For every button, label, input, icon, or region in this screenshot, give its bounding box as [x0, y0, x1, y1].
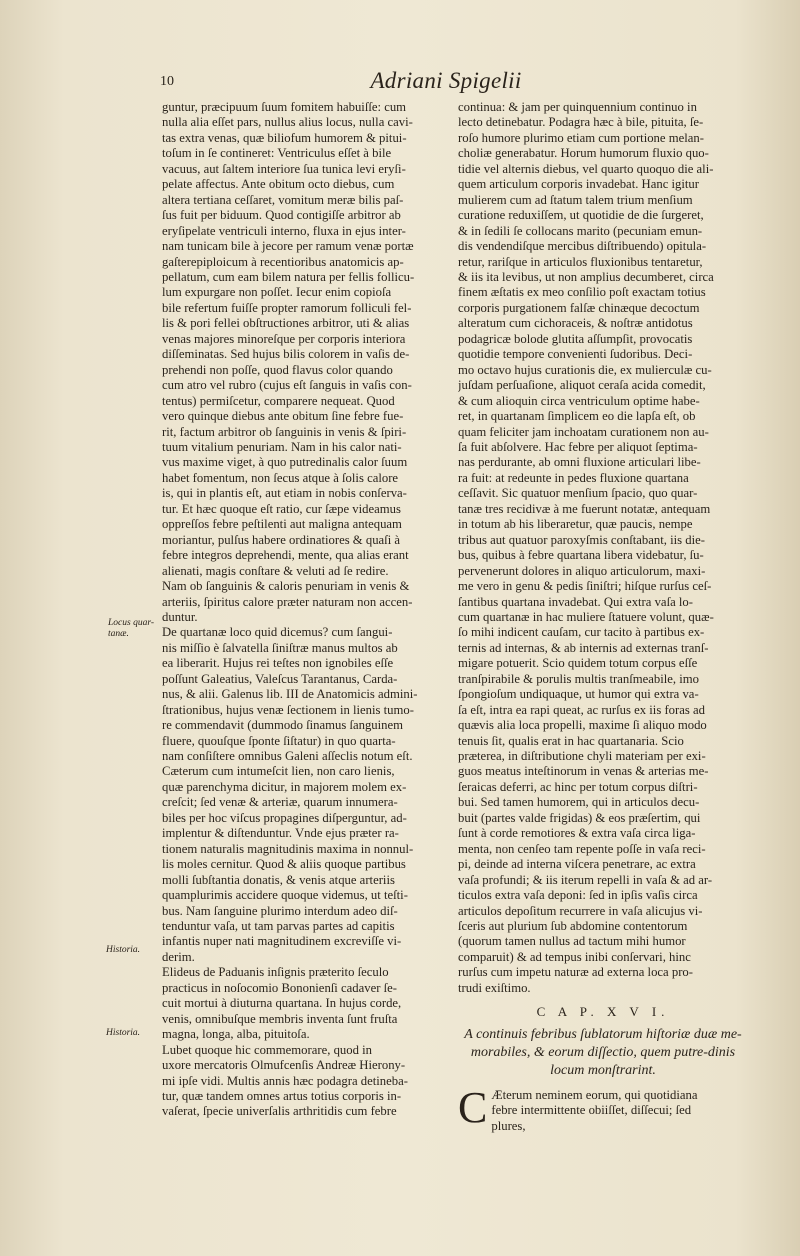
left-line: magna, longa, alba, pituitoſa.	[162, 1027, 310, 1042]
right-line: ceſſavit. Sic quatuor menſium ſpacio, quo quar-	[458, 486, 698, 501]
left-line: prehendi non poſſe, quod flavus color quando	[162, 362, 393, 377]
left-line: poſſunt Galeatius, Valeſcus Tarantanus, Carda-	[162, 671, 398, 686]
right-line: choliæ generabatur. Horum humorum fluxio quo-	[458, 146, 709, 161]
chapter-line: febre intermittente obiiſſet, diſſecui; ſed	[491, 1103, 692, 1118]
left-line: vero quinque diebus ante obitum ſine febre fue-	[162, 409, 404, 424]
left-line: lum expurgare non poſſet. Iecur enim copioſa	[162, 285, 392, 300]
right-line: corporis purgationem falſæ chinæque decoctum	[458, 300, 700, 315]
right-line: mulierem cum ad ſtatum talem trium menſium	[458, 192, 693, 207]
margin-note-historia-1: Historia.	[106, 945, 141, 955]
chapter-line: plures,	[491, 1118, 526, 1133]
left-line: creſcit; ſed venæ & arteriæ, quarum innumera-	[162, 795, 398, 810]
right-line: & iis ita levibus, ut non amplius decumberet, circa	[458, 269, 714, 284]
left-line: tur, quæ tandem omnes artus totius corporis in-	[162, 1089, 402, 1103]
right-line: ſo mihi indicent cauſam, cur tacito à partibus ex-	[458, 625, 705, 640]
left-line: vus maxime viget, à quo putredinalis calor ſuum	[162, 455, 408, 470]
left-line: vacuus, aut ſaltem interiore ſua tunica levi eryſi-	[162, 161, 406, 176]
right-line: alteratum cum cichoraceis, & noſtræ antidotus	[458, 316, 693, 331]
left-line: uxore mercatoris Olmufcenſis Andreæ Hierony-	[162, 1058, 406, 1073]
right-line: nas perdurante, ab omni fluxione articulari libe-	[458, 455, 701, 470]
right-line: bui. Sed tamen humorem, qui in articulos decu-	[458, 795, 700, 810]
running-title: Adriani Spigelii	[370, 68, 522, 93]
right-line: pi, deinde ad interna viſcera penetrare, ac extra	[458, 857, 696, 872]
left-line: infantis nuper nati magnitudinem excreviſſe vi-	[162, 934, 402, 949]
left-line: bus. Nam ſanguine plurimo interdum adeo diſ-	[162, 903, 398, 918]
left-line: tenduntur vaſa, ut tam parvas partes ad capitis	[162, 919, 395, 934]
left-line: arteriis, ſpiritus calore præter naturam non accen-	[162, 594, 413, 609]
page-number: 10	[160, 74, 174, 89]
left-line: ea liberarit. Hujus rei teſtes non ignobiles eſſe	[162, 656, 394, 671]
left-line: biles per hoc viſcus propagines diſperguntur, ad-	[162, 810, 407, 825]
right-line: juſdam perſuaſione, aliquot ceraſa acida comedit,	[458, 378, 706, 393]
left-line: mi ipſe vidi. Multis annis hæc podagra detineba-	[162, 1073, 408, 1088]
right-line: cum quartanæ in hac muliere ſtatuere volunt, quæ-	[458, 609, 714, 624]
right-line: tanæ tres recidivæ à me fuerunt notatæ, antequam	[458, 501, 711, 516]
margin-note-locus: Locus quar-tanæ.	[108, 618, 154, 639]
left-line: ſus fuit per biduum. Quod contigiſſe arbitror ab	[162, 208, 401, 223]
chapter-body-lines	[458, 1082, 748, 1134]
right-line: quotidie tempore convenienti ſudoribus. Deci-	[458, 347, 693, 362]
right-line: ticulos extra vaſa deponi: ſed in ipſis vaſis circa	[458, 888, 698, 903]
right-line: curatione reduxiſſem, ut quotidie de die ſurgeret,	[458, 208, 704, 223]
left-line: febre integros deprehendi, mente, qua alias erant	[162, 548, 409, 563]
left-line: De quartanæ loco quid dicemus? cum ſangui-	[162, 625, 393, 640]
right-line: menta, non cenſeo tam repente poſſe in vaſa reci-	[458, 841, 706, 856]
left-line: tur. Et hæc quoque eſt ratio, cur ſæpe videamus	[162, 501, 401, 516]
left-line: rit, factum arbitror ob ſanguinis in venis & ſpiri-	[162, 424, 407, 439]
left-line: Lubet quoque hic commemorare, quod in	[162, 1042, 372, 1057]
left-line: diſſeminatas. Sed hujus bilis colorem in vaſis de-	[162, 347, 410, 362]
right-line: continua: & jam per quinquennium continuo in	[458, 100, 697, 114]
left-line: toſum in ſe contineret: Ventriculus eſſet à bile	[162, 146, 392, 161]
left-line: tentus) permiſcetur, comparere nequeat. Quod	[162, 393, 395, 408]
left-line: nam tunicam bile à jecore per ramum venæ portæ	[162, 239, 414, 254]
chapter-title: A continuis febribus ſublatorum hiſtoriæ duæ me-morabiles, & eorum diſſectio, quem putre-dinis locum monſtrarint.	[464, 1026, 742, 1078]
left-line: implentur & diſtenduntur. Vnde ejus præter ra-	[162, 826, 399, 841]
right-line: tranſpirabile & porulis multis tranſmeabile, imo	[458, 671, 700, 686]
right-line: finem æſtatis ex meo conſilio poſt exactam totius	[458, 285, 706, 300]
right-line: ſpongioſum undiquaque, ut humor qui extra va-	[458, 687, 699, 702]
right-line: ſa eſt, intra ea rapi queat, ac rurſus ex iis foras ad	[458, 702, 705, 717]
chapter-heading: C A P. X V I.	[536, 1004, 670, 1020]
drop-capital: C	[458, 1082, 488, 1132]
right-line: vaſa profundi; & iis iterum repelli in vaſa & ad ar-	[458, 872, 713, 887]
left-line: quæ parenchyma dicitur, in majorem molem ex-	[162, 779, 407, 794]
right-line: (quorum tamen nullus ad tactum mihi humor	[458, 934, 686, 949]
right-line: lecto detinebatur. Podagra hæc à bile, pituita, ſe-	[458, 115, 704, 130]
left-line: re commendavit (dummodo ſinamus ſanguinem	[162, 718, 404, 733]
right-line: tenuis ſit, qualis erat in hac quartanaria. Scio	[458, 733, 684, 748]
left-line: ſtrationibus, hujus venæ ſectionem in lienis tumo-	[162, 702, 414, 717]
left-line: cum atro vel rubro (cujus eſt ſanguis in vaſis con-	[162, 378, 412, 393]
left-line: pellatum, cum eam bilem natura per fellis follicu-	[162, 269, 415, 284]
left-line: tas extra venas, quæ biliofum humorem & pitui-	[162, 130, 407, 145]
left-line: Cæterum cum intumeſcit lien, non caro lienis,	[162, 764, 395, 779]
right-line: quævis alia loca propelli, maxime ſi aliquo modo	[458, 718, 707, 733]
left-line: venas majores minoreſque per corporis interiora	[162, 331, 406, 346]
left-line: Nam ob ſanguinis & caloris penuriam in venis &	[162, 579, 410, 594]
left-line: tionem naturalis magnitudinis maxima in nonnul-	[162, 841, 414, 856]
right-line: mo octavo hujus curationis die, ex mulierculæ cu-	[458, 362, 712, 377]
right-line: ſa fuit abſolvere. Hac febre per aliquot ſeptima-	[458, 439, 698, 454]
left-line: cuit mortui à diuturna quartana. In hujus corde,	[162, 996, 402, 1011]
left-line: is, qui in plantis eſt, aut etiam in nobis conſerva-	[162, 486, 407, 501]
left-line: practicus in noſocomio Bononienſi cadaver ſe-	[162, 980, 397, 995]
right-line: ternis ad internas, & ab internis ad externas tranſ-	[458, 640, 709, 655]
right-line: & in ſedili ſe collocans marito (pecuniam emun-	[458, 223, 703, 238]
left-line: alienati, magis conſtare & veluti ad ſe redire.	[162, 563, 389, 578]
left-line: moriantur, pulſus habere ordinatiores & quaſi à	[162, 532, 401, 547]
right-line: quam feliciter jam inchoatam curationem non au-	[458, 424, 709, 439]
left-line: eryſipelate ventriculi interno, fluxa in ejus inter-	[162, 223, 406, 238]
right-line: articulos depoſitum recurrere in vaſa alicujus vi-	[458, 903, 703, 918]
right-line: ra fuit: at redeunte in pedes fluxione quartana	[458, 470, 689, 485]
margin-note-historia-2: Historia.	[106, 1028, 141, 1038]
right-line: quem articulum corporis invadebat. Hanc igitur	[458, 177, 699, 192]
left-line: lis & pori fellei obſtructiones arbitror, uti & alias	[162, 316, 410, 331]
left-column	[162, 100, 449, 1120]
right-line: & cum alioquin circa ventriculum optime habe-	[458, 393, 700, 408]
right-column-text	[458, 100, 748, 996]
right-line: podagricæ bolode glutita aſſumpſit, provocatis	[458, 331, 693, 346]
right-column	[458, 100, 748, 1134]
right-line: me vero in genu & pedis ſiniſtri; hiſque rurſus ceſ-	[458, 579, 712, 594]
right-line: in totum ab his liberaretur, quæ paucis, nempe	[458, 517, 693, 532]
left-line: molli ſubſtantia donatis, & venis atque arteriis	[162, 872, 395, 887]
right-line: comparuit) & ad tempus inibi conſervari, hinc	[458, 949, 691, 964]
left-line: pelate affectus. Ante obitum octo diebus, cum	[162, 177, 395, 192]
page-header	[150, 68, 742, 94]
left-line: guntur, præcipuum ſuum fomitem habuiſſe: cum	[162, 100, 407, 114]
left-line: duntur.	[162, 609, 198, 624]
chapter-body	[458, 1082, 748, 1134]
left-line: oppreſſos febre peſtilenti aut maligna antequam	[162, 517, 402, 532]
right-line: rurſus cum impetu naturæ ad externa loca pro-	[458, 965, 693, 980]
right-line: roſo humore plurimo etiam cum portione melan-	[458, 130, 704, 145]
left-line: altera tertiana ceſſaret, vomitum meræ bilis paſ-	[162, 192, 404, 207]
right-line: tribus aut quatuor paroxyſmis conſtabant, iis die-	[458, 532, 706, 547]
right-line: ſantibus quartana invadebat. Qui extra vaſa lo-	[458, 594, 693, 609]
left-line: venis, omnibuſque membris inventa ſunt fruſta	[162, 1011, 398, 1026]
left-line: derim.	[162, 949, 195, 964]
right-line: dis vendendiſque mercibus diſtribuendo) opitula-	[458, 239, 707, 254]
left-line: fluere, quouſque ſponte ſiſtatur) in quo quarta-	[162, 733, 396, 748]
right-line: præterea, in diſtributione chyli materiam per exi-	[458, 749, 706, 764]
left-line: tuum vitalium penuriam. Nam in his calor nati-	[162, 439, 402, 454]
right-line: ſunt à corde remotiores & extra vaſa circa liga-	[458, 826, 696, 841]
left-line: vaſerat, ſpecie univerſalis arthritidis cum febre	[162, 1104, 397, 1119]
left-line: gaſterepiploicum à recentioribus anatomicis ap-	[162, 254, 404, 269]
left-line: Elideus de Paduanis inſignis præterito ſeculo	[162, 965, 389, 980]
left-line: bile refertum fuiſſe propter ramorum folliculi fel-	[162, 300, 412, 315]
left-line: nis miſſio è ſalvatella ſiniſtræ manus multos ab	[162, 640, 398, 655]
right-line: migare potuerit. Scio quidem totum corpus eſſe	[458, 656, 698, 671]
right-line: tidie vel alternis diebus, vel quarto quoquo die ali-	[458, 161, 714, 176]
left-line: habet fomentum, non ſecus atque à ſolis calore	[162, 470, 399, 485]
left-line: quamplurimis accidere quoque videmus, ut teſti-	[162, 888, 408, 903]
left-line: nulla alia eſſet pars, nullus alius locus, nulla cavi-	[162, 115, 413, 130]
right-line: buit (partes valde frigidas) & eos præſertim, qui	[458, 810, 701, 825]
chapter-line: Æterum neminem eorum, qui quotidiana	[491, 1087, 698, 1102]
right-line: ret, in quartanam ſimplicem eo die lapſa eſt, ob	[458, 409, 696, 424]
right-line: ſeraicas deferri, ac hinc per totum corpus diſtri-	[458, 779, 698, 794]
right-line: bus, quibus à febre quartana libera videbatur, ſu-	[458, 548, 704, 563]
left-line: nus, & alii. Galenus lib. III de Anatomicis admini-	[162, 687, 418, 702]
right-line: pervenerunt dolores in aliquo articulorum, maxi-	[458, 563, 706, 578]
right-line: guos meatus inteſtinorum in venas & arterias me-	[458, 764, 709, 779]
right-line: trudi exiſtimo.	[458, 980, 531, 995]
left-line: nam conſiſtere omnibus Galeni aſſeclis notum eſt.	[162, 749, 413, 764]
right-line: retur, rariſque in articulos fluxionibus tentaretur,	[458, 254, 703, 269]
right-line: ſceris aut plurium ſub abdomine contentorum	[458, 919, 688, 934]
left-line: lis moles cernitur. Quod & aliis quoque partibus	[162, 857, 406, 872]
